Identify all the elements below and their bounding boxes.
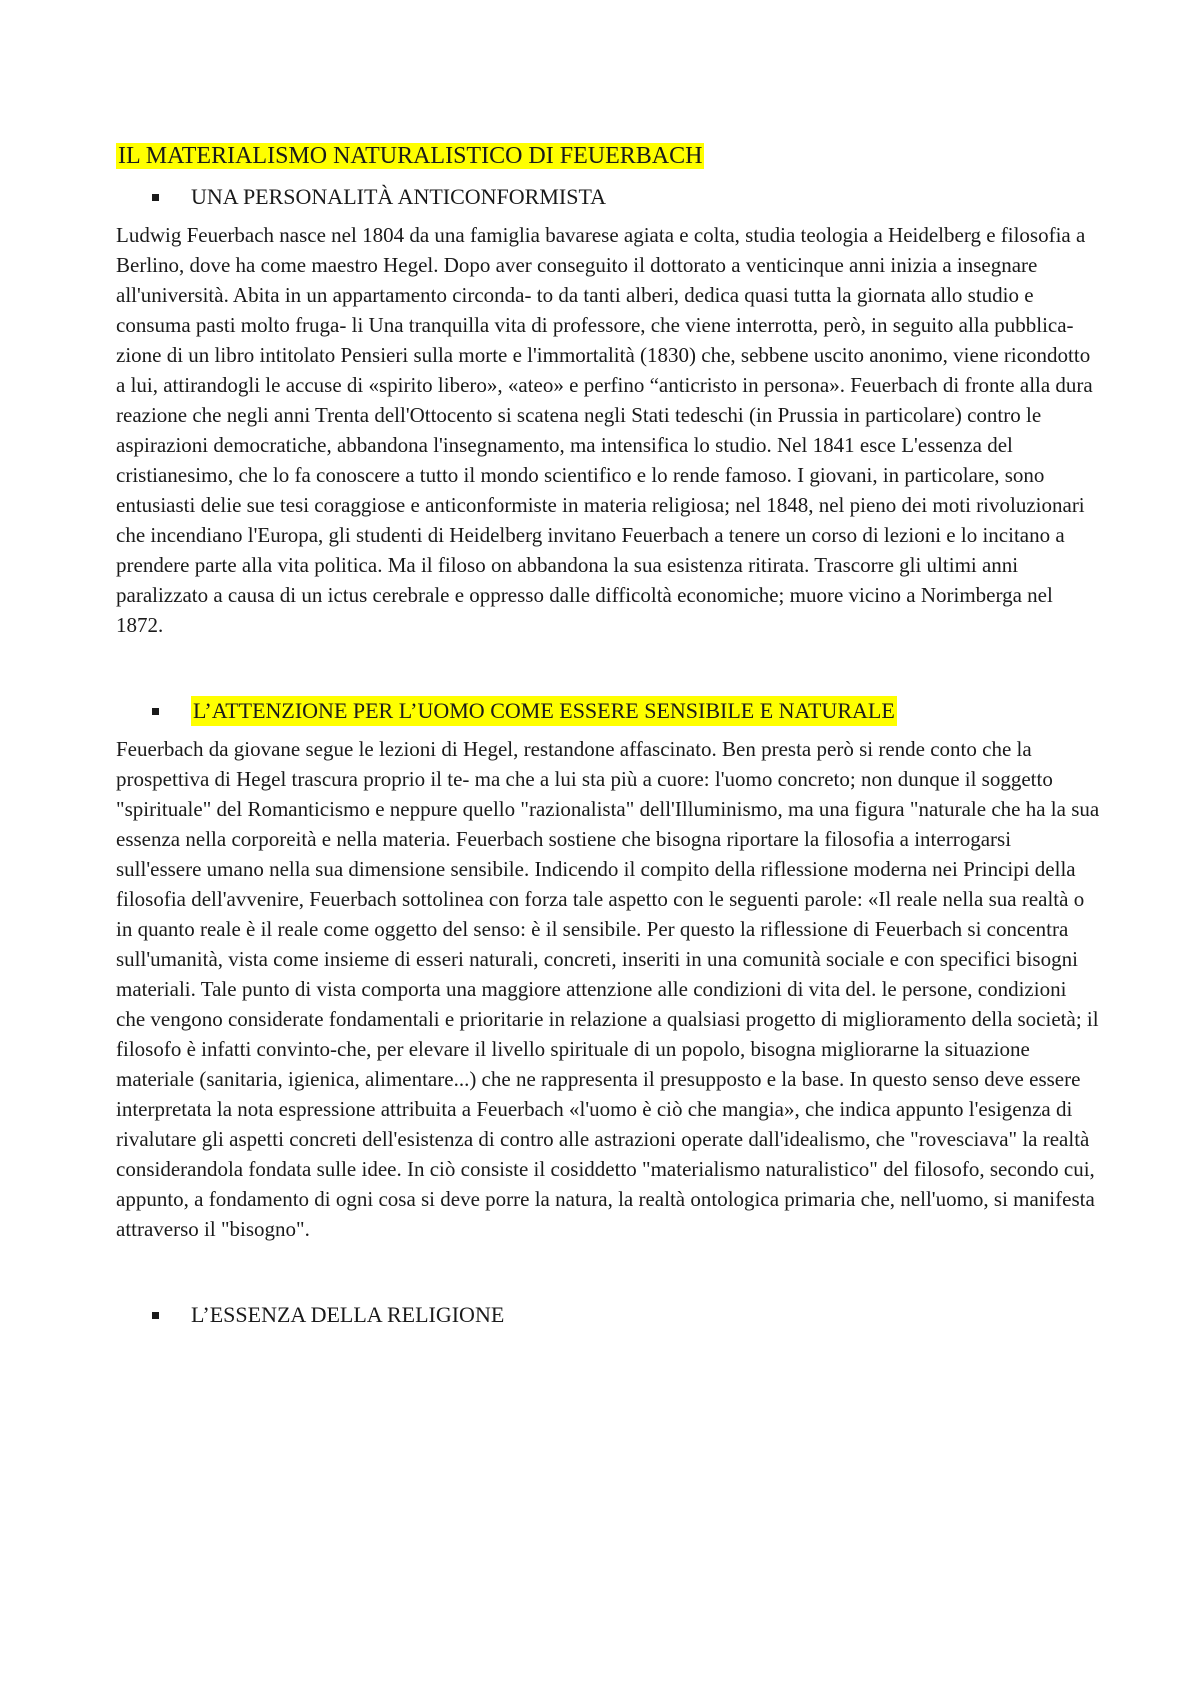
title-highlight: IL MATERIALISMO NATURALISTICO DI FEUERBACH [118,143,703,169]
section-heading-essenza-religione [116,1300,1100,1330]
section-heading-personalita [116,182,1100,212]
spacer [116,640,1100,696]
section-paragraph-personalita: Ludwig Feuerbach nasce nel 1804 da una famiglia bavarese agiata e colta, studia teologia a Heidelberg e filosofia a Berlino, dove ha come maestro Hegel. Dopo aver conseguito il dottorato a venticinque anni inizia a insegnare all'università. Abita in un appartamento circonda- to da tanti alberi, dedica quasi tutta la giornata allo studio e consuma pasti molto fruga- li Una tranquilla vita di professore, che viene interrotta, però, in seguito alla pubblica- zione di un libro intitolato Pensieri sulla morte e l'immortalità (1830) che, sebbene uscito anonimo, viene ricondotto a lui, attirandogli le accuse di «spirito libero», «ateo» e perfino “anticristo in persona». Feuerbach di fronte alla dura reazione che negli anni Trenta dell'Ottocento si scatena negli Stati tedeschi (in Prussia in particolare) contro le aspirazioni democratiche, abbandona l'insegnamento, ma intensifica lo studio. Nel 1841 esce L'essenza del cristianesimo, che lo fa conoscere a tutto il mondo scientifico e lo rende famoso. I giovani, in particolare, sono entusiasti delie sue tesi coraggiose e anticonformiste in materia religiosa; nel 1848, nel pieno dei moti rivoluzionari che incendiano l'Europa, gli studenti di Heidelberg invitano Feuerbach a tenere un corso di lezioni e lo incitano a prendere parte alla vita politica. Ma il filoso on abbandona la sua esistenza ritirata. Trascorre gli ultimi anni paralizzato a causa di un ictus cerebrale e oppresso dalle difficoltà economiche; muore vicino a Norimberga nel 1872. [116,223,1093,637]
spacer [116,1244,1100,1300]
square-bullet-icon [152,194,159,201]
section-heading-text: L’ATTENZIONE PER L’UOMO COME ESSERE SENSIBILE E NATURALE [191,696,897,726]
section-heading-text: UNA PERSONALITÀ ANTICONFORMISTA [191,184,607,209]
section-paragraph-attenzione: Feuerbach da giovane segue le lezioni di Hegel, restandone affascinato. Ben presta però si rende conto che la prospettiva di Hegel trascura proprio il te- ma che a lui sta più a cuore: l'uomo concreto; non dunque il soggetto "spirituale" del Romanticismo e neppure quello "razionalista" dell'Illuminismo, ma una figura "naturale che ha la sua essenza nella corporeità e nella materia. Feuerbach sostiene che bisogna riportare la filosofia a interrogarsi sull'essere umano nella sua dimensione sensibile. Indicendo il compito della riflessione moderna nei Principi della filosofia dell'avvenire, Feuerbach sottolinea con forza tale aspetto con le seguenti parole: «Il reale nella sua realtà o in quanto reale è il reale come oggetto del senso: è il sensibile. Per questo la riflessione di Feuerbach si concentra sull'umanità, vista come insieme di esseri naturali, concreti, inseriti in una comunità sociale e con specifici bisogni materiali. Tale punto di vista comporta una maggiore attenzione alle condizioni di vita del. le persone, condizioni che vengono considerate fondamentali e prioritarie in relazione a qualsiasi progetto di miglioramento della società; il filosofo è infatti convinto-che, per elevare il livello spirituale di un popolo, bisogna migliorarne la situazione materiale (sanitaria, igienica, alimentare...) che ne rappresenta il presupposto e la base. In questo senso deve essere interpretata la nota espressione attribuita a Feuerbach «l'uomo è ciò che mangia», che indica appunto l'esigenza di rivalutare gli aspetti concreti dell'esistenza di contro alle astrazioni operate dall'idealismo, che "rovesciava" la realtà considerandola fondata sulle idee. In ciò consiste il cosiddetto "materialismo naturalistico" del filosofo, secondo cui, appunto, a fondamento di ogni cosa si deve porre la natura, la realtà ontologica primaria che, nell'uomo, si manifesta attraverso il "bisogno". [116,737,1100,1241]
square-bullet-icon [152,1312,159,1319]
section-heading-text: L’ESSENZA DELLA RELIGIONE [191,1302,505,1327]
section-heading-attenzione [116,696,1100,726]
document-body [116,140,1100,1338]
square-bullet-icon [152,708,159,715]
document-title [116,140,1100,172]
